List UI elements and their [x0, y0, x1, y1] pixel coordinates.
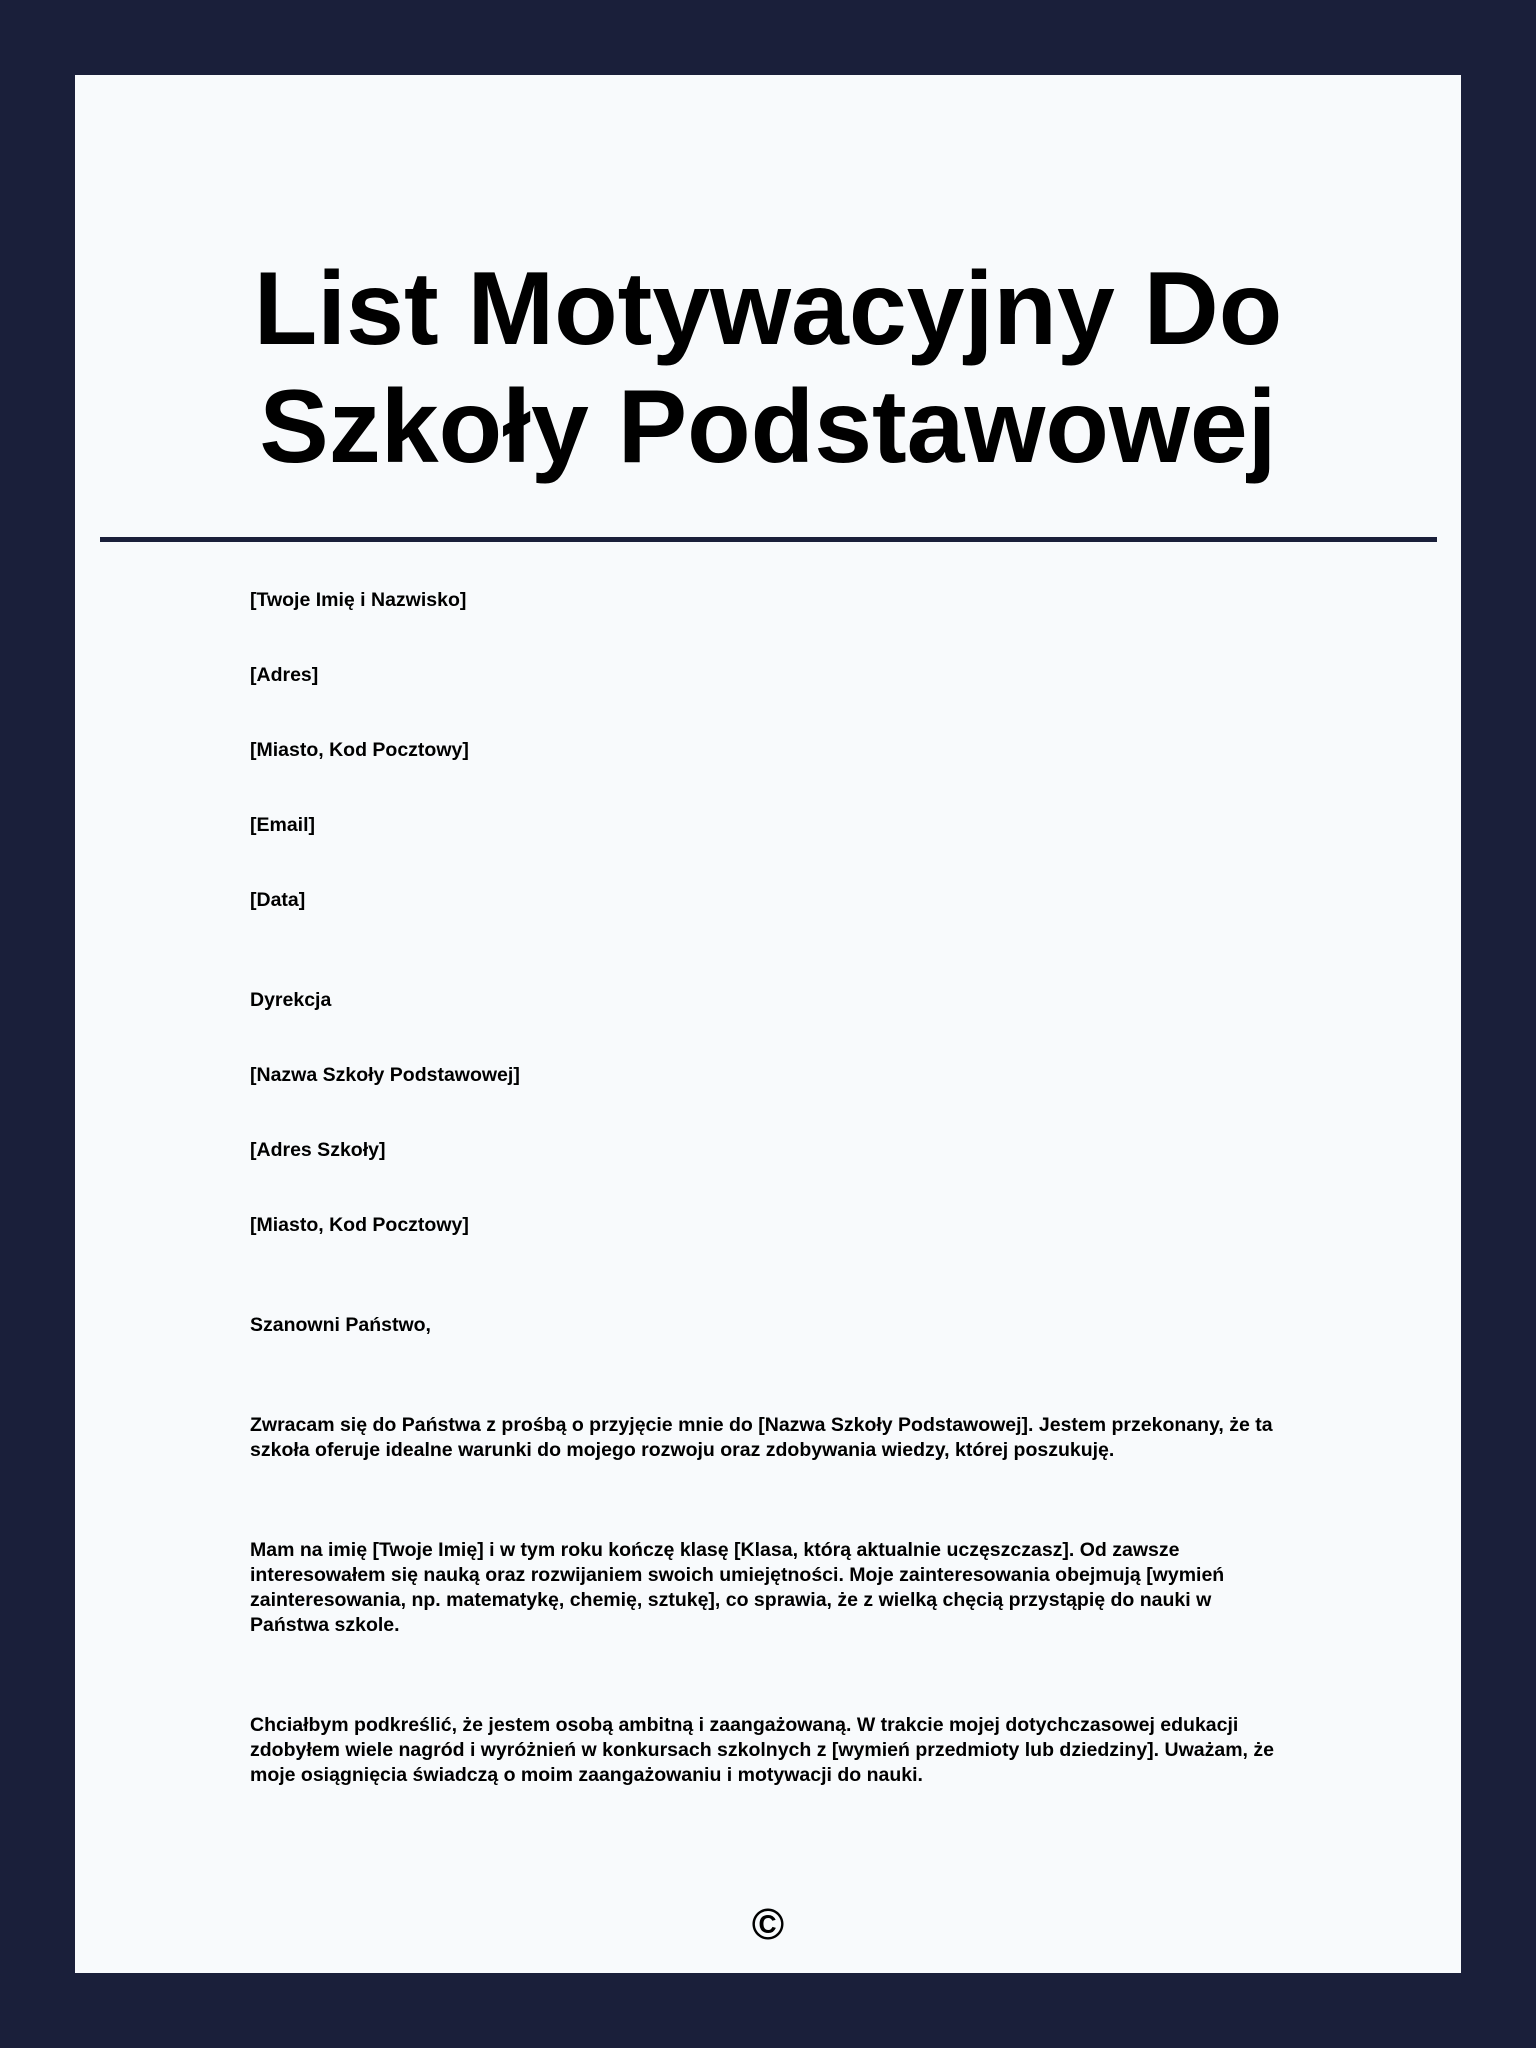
paragraph-2: Mam na imię [Twoje Imię] i w tym roku kończę klasę [Klasa, którą aktualnie uczęszczasz]. Od zawsze interesowałem się nauką oraz rozwijaniem swoich umiejętności. Moje zainteresowania obejmują [wymień zainteresowania, np. matematykę, chemię, sztukę], co sprawia, że z wielką chęcią przystąpię do nauki w Państwa szkole. [250, 1539, 1225, 1636]
sender-address: [Adres] [250, 664, 319, 686]
sender-date: [Data] [250, 889, 306, 911]
paragraph-3: Chciałbym podkreślić, że jestem osobą ambitną i zaangażowaną. W trakcie mojej dotychczasowej edukacji zdobyłem wiele nagród i wyróżnień w konkursach szkolnych z [wymień przedmioty lub dziedziny]. Uważam, że moje osiągnięcia świadczą o moim zaangażowaniu i motywacji do nauki. [250, 1714, 1274, 1786]
recipient-office: Dyrekcja [250, 989, 332, 1011]
copyright-symbol: © [751, 1900, 785, 1949]
recipient-city: [Miasto, Kod Pocztowy] [250, 1214, 469, 1236]
recipient-address: [Adres Szkoły] [250, 1139, 386, 1161]
recipient-school: [Nazwa Szkoły Podstawowej] [250, 1064, 520, 1086]
document-page [75, 75, 1461, 1973]
sender-city: [Miasto, Kod Pocztowy] [250, 739, 469, 761]
sender-email: [Email] [250, 814, 316, 836]
paragraph-1: Zwracam się do Państwa z prośbą o przyjęcie mnie do [Nazwa Szkoły Podstawowej]. Jestem przekonany, że ta szkoła oferuje idealne warunki do mojego rozwoju oraz zdobywania wiedzy, której poszukuję. [250, 1414, 1273, 1461]
title-divider [100, 537, 1437, 542]
sender-name: [Twoje Imię i Nazwisko] [250, 589, 467, 611]
document-title: List Motywacyjny Do Szkoły Podstawowej [253, 251, 1283, 485]
salutation: Szanowni Państwo, [250, 1314, 431, 1336]
